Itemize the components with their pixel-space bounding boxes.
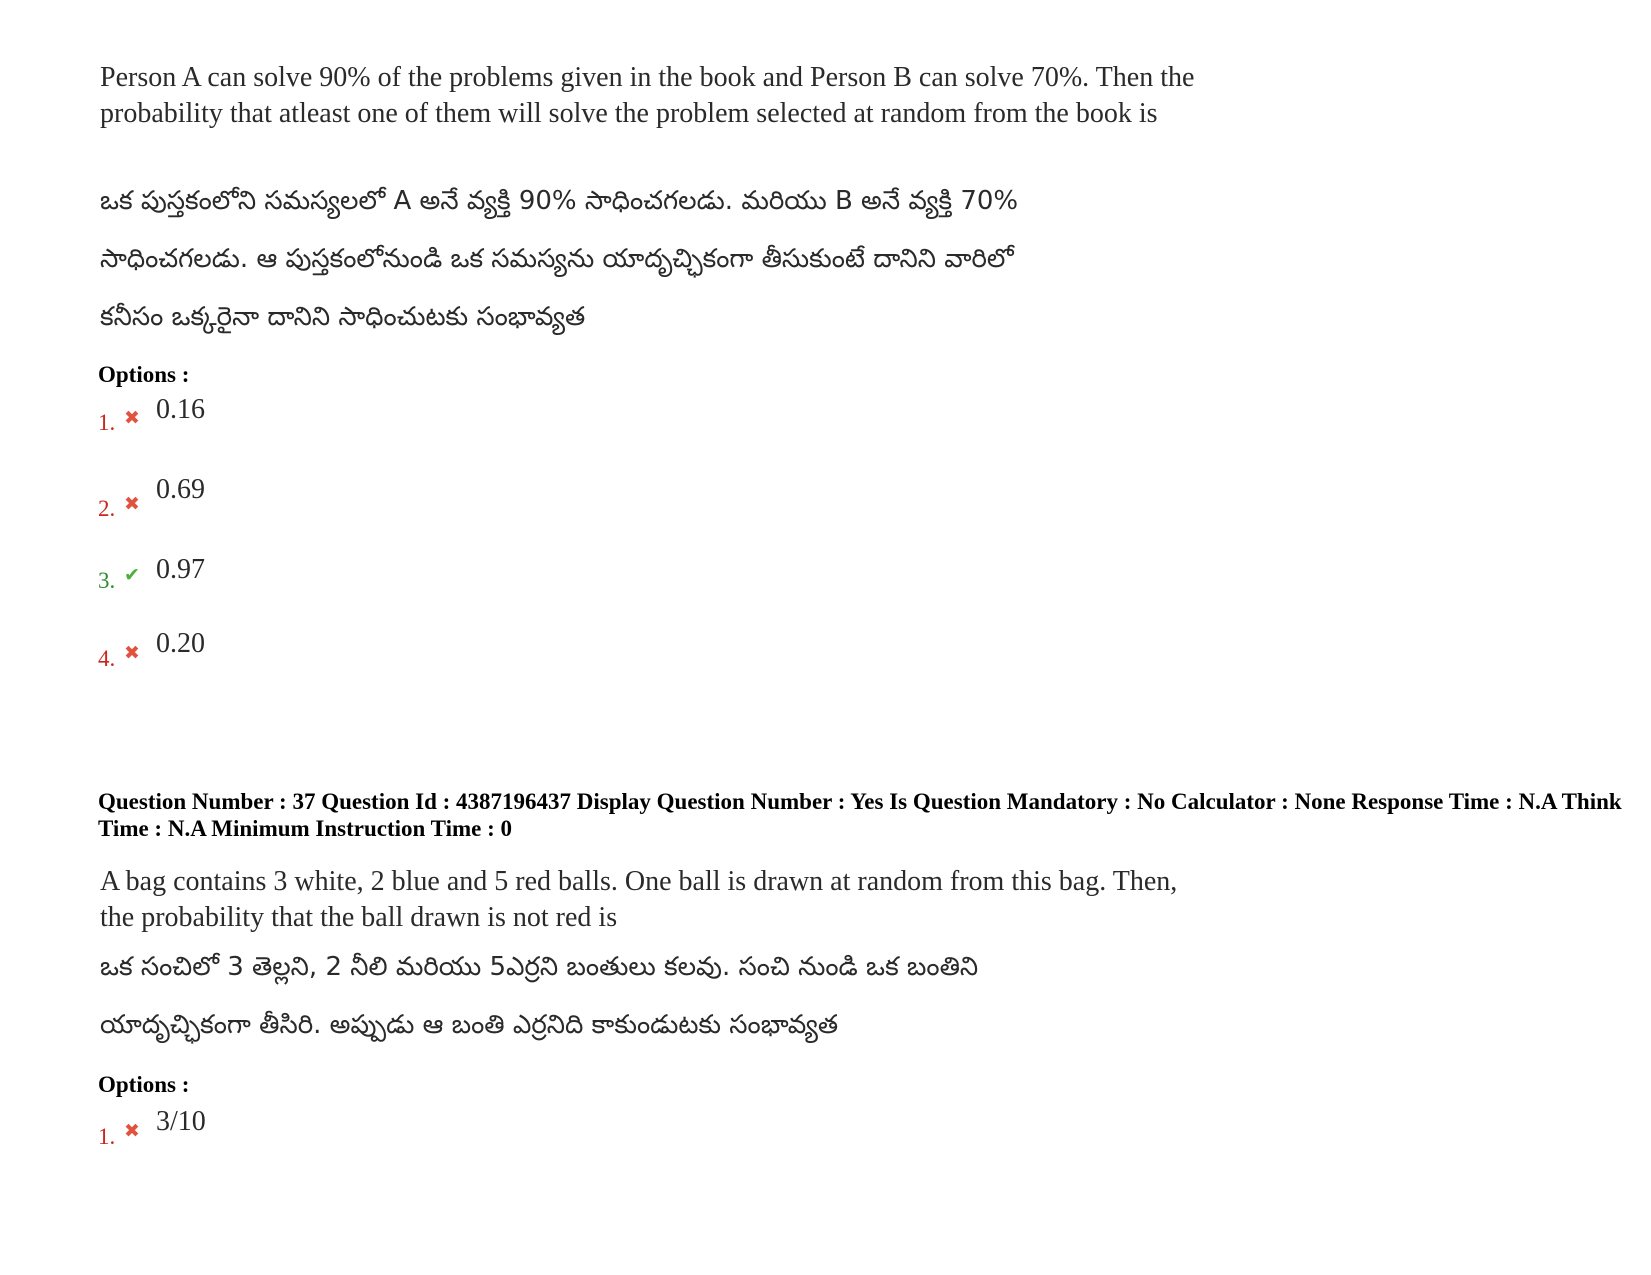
- cross-icon: ✖: [124, 1120, 140, 1142]
- question-text-telugu-line-1: ఒక పుస్తకంలోని సమస్యలలో A అనే వ్యక్తి 90% సాధించగలడు. మరియు B అనే వ్యక్తి 70%: [100, 186, 1019, 216]
- question-text-telugu-line-1: ఒక సంచిలో 3 తెల్లని, 2 నీలి మరియు 5ఎర్రని బంతులు కలవు. సంచి నుండి ఒక బంతిని: [100, 952, 979, 982]
- cross-icon: ✖: [124, 493, 140, 515]
- question-text-telugu-line-3: కనీసం ఒక్కరైనా దానిని సాధించుటకు సంభావ్యత: [100, 302, 586, 332]
- options-label: Options :: [98, 362, 190, 387]
- option-value: 0.69: [156, 474, 205, 505]
- check-icon: ✔: [124, 564, 140, 586]
- question-text-english: Person A can solve 90% of the problems given in the book and Person B can solve 70%. Then the probability that atleast one of them will solve the problem selected at random from the book is: [100, 62, 1195, 129]
- question-text-english: A bag contains 3 white, 2 blue and 5 red balls. One ball is drawn at random from this bag. Then, the probability that the ball drawn is not red is: [100, 866, 1178, 933]
- cross-icon: ✖: [124, 407, 140, 429]
- option-item: [98, 554, 498, 602]
- option-number: 3.: [98, 568, 116, 593]
- option-item: [98, 394, 498, 438]
- question-text-telugu-line-2: సాధించగలడు. ఆ పుస్తకంలోనుండి ఒక సమస్యను యాదృచ్ఛికంగా తీసుకుంటే దానిని వారిలో: [100, 244, 1014, 274]
- option-value: 0.97: [156, 554, 205, 585]
- options-label: Options :: [98, 1072, 190, 1097]
- option-item: [98, 1106, 498, 1152]
- option-item: [98, 474, 498, 524]
- option-value: 3/10: [156, 1106, 206, 1137]
- question-meta: Question Number : 37 Question Id : 4387196437 Display Question Number : Yes Is Question Mandatory : No Calculator : None Response Time : N.A Think Time : N.A Minimum Instruction Time : 0: [98, 789, 1622, 841]
- question-text-telugu-line-2: యాదృచ్ఛికంగా తీసిరి. అప్పుడు ఆ బంతి ఎర్రనిది కాకుండుటకు సంభావ్యత: [100, 1010, 839, 1040]
- option-value: 0.20: [156, 628, 205, 659]
- option-number: 1.: [98, 410, 116, 435]
- cross-icon: ✖: [124, 642, 140, 664]
- option-item: [98, 628, 498, 678]
- option-number: 4.: [98, 646, 116, 671]
- option-value: 0.16: [156, 394, 205, 425]
- option-number: 1.: [98, 1124, 116, 1149]
- option-number: 2.: [98, 496, 116, 521]
